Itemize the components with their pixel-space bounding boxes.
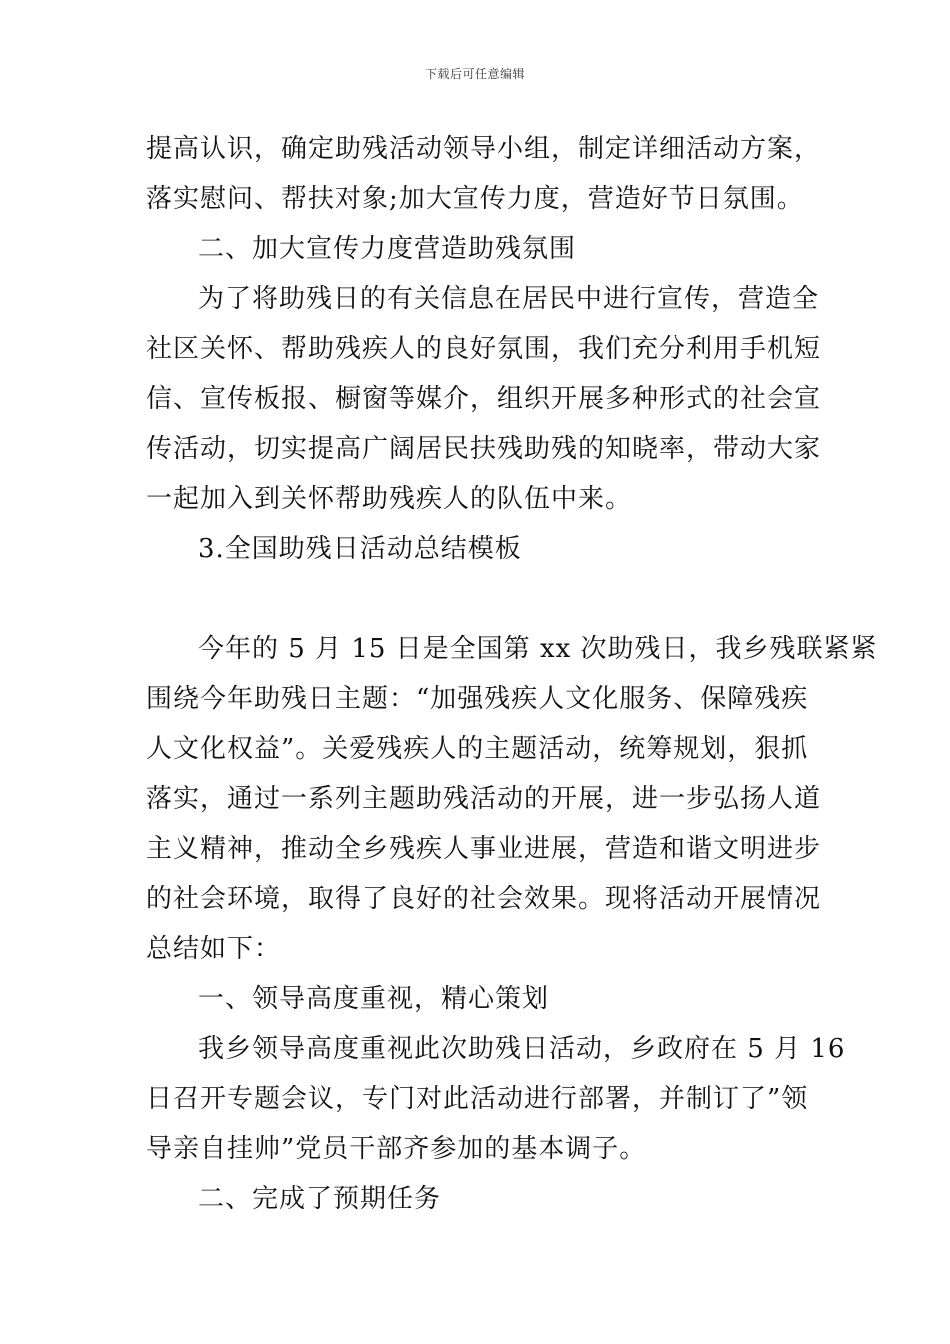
paragraph-line: 导亲自挂帅”党员干部齐参加的基本调子。 (146, 1134, 647, 1164)
paragraph-line: 日召开专题会议，专门对此活动进行部署，并制订了”领 (146, 1084, 809, 1114)
document-body (146, 124, 878, 1224)
paragraph-line: 人文化权益”。关爱残疾人的主题活动，统筹规划，狠抓 (146, 734, 809, 764)
paragraph-line: 的社会环境，取得了良好的社会效果。现将活动开展情况 (146, 884, 822, 914)
section-heading: 二、完成了预期任务 (198, 1184, 442, 1214)
paragraph-line: 为了将助残日的有关信息在居民中进行宣传，营造全 (198, 284, 820, 314)
section-heading: 二、加大宣传力度营造助残氛围 (198, 234, 577, 264)
paragraph-line: 我乡领导高度重视此次助残日活动，乡政府在 5 月 16 (198, 1034, 846, 1064)
blank-line (146, 574, 810, 624)
paragraph-line: 信、宣传板报、橱窗等媒介，组织开展多种形式的社会宣 (146, 384, 822, 414)
page-header: 下载后可任意编辑 (424, 67, 525, 81)
paragraph-line: 一起加入到关怀帮助残疾人的队伍中来。 (146, 484, 633, 514)
document-subtitle: 3.全国助残日活动总结模板 (198, 534, 522, 564)
paragraph-line: 落实慰问、帮扶对象;加大宣传力度，营造好节日氛围。 (146, 184, 804, 214)
paragraph-line: 围绕今年助残日主题：“加强残疾人文化服务、保障残疾 (146, 684, 809, 714)
paragraph-line: 主义精神，推动全乡残疾人事业进展，营造和谐文明进步 (146, 834, 822, 864)
paragraph-line: 社区关怀、帮助残疾人的良好氛围，我们充分利用手机短 (146, 334, 822, 364)
paragraph-line: 总结如下： (146, 934, 282, 964)
paragraph-line: 今年的 5 月 15 日是全国第 xx 次助残日，我乡残联紧紧 (198, 634, 878, 664)
paragraph-line: 提高认识，确定助残活动领导小组，制定详细活动方案， (146, 134, 822, 164)
paragraph-line: 落实，通过一系列主题助残活动的开展，进一步弘扬人道 (146, 784, 822, 814)
paragraph-line: 传活动，切实提高广阔居民扶残助残的知晓率，带动大家 (146, 434, 822, 464)
section-heading: 一、领导高度重视，精心策划 (198, 984, 550, 1014)
